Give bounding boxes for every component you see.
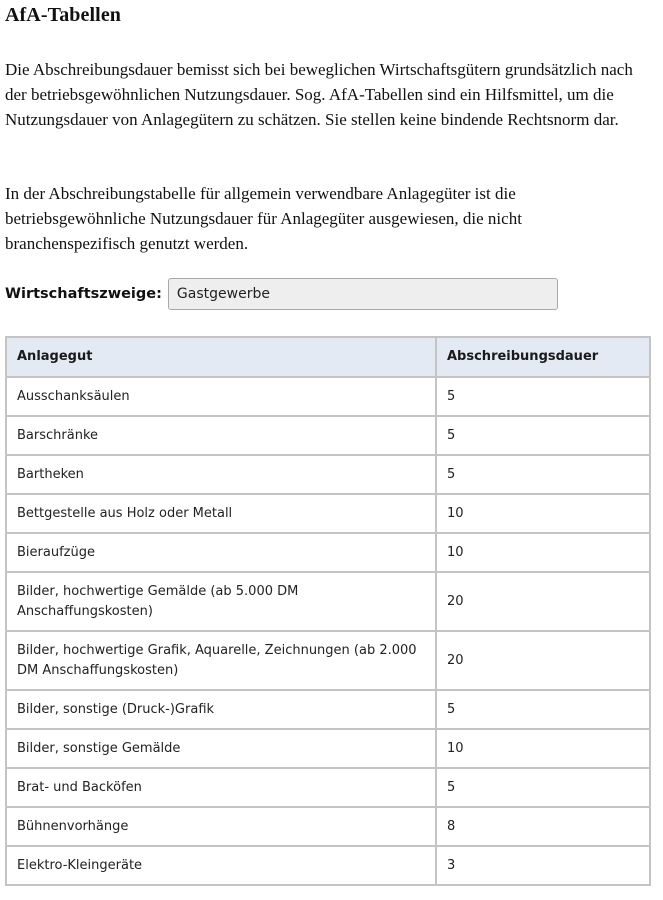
table-row [6,572,650,631]
afa-table [5,336,651,886]
cell-anlagegut: Barschränke [6,416,436,455]
cell-abschreibungsdauer: 5 [436,455,650,494]
cell-abschreibungsdauer: 10 [436,729,650,768]
table-row [6,494,650,533]
cell-abschreibungsdauer: 5 [436,768,650,807]
industry-filter-colon: : [156,286,162,302]
cell-abschreibungsdauer: 5 [436,690,650,729]
cell-anlagegut: Brat- und Backöfen [6,768,436,807]
table-row [6,768,650,807]
cell-abschreibungsdauer: 20 [436,572,650,631]
cell-abschreibungsdauer: 5 [436,377,650,416]
table-row [6,377,650,416]
table-row [6,533,650,572]
table-row [6,631,650,690]
cell-anlagegut: Bilder, hochwertige Gemälde (ab 5.000 DM Anschaffungskosten) [6,572,436,631]
header-abschreibungsdauer[interactable]: Abschreibungsdauer [436,337,650,377]
intro-paragraph: Die Abschreibungsdauer bemisst sich bei beweglichen Wirtschaftsgütern grundsätzlich nach der betriebsgewöhnlichen Nutzungsdauer. Sog. AfA-Tabellen sind ein Hilfsmittel, um die Nutzungsdauer von Anlagegütern zu schätzen. Sie stellen keine bindende Rechtsnorm dar. [5,60,633,129]
cell-anlagegut: Bettgestelle aus Holz oder Metall [6,494,436,533]
cell-abschreibungsdauer: 5 [436,416,650,455]
cell-abschreibungsdauer: 10 [436,494,650,533]
table-row [6,416,650,455]
table-row [6,690,650,729]
cell-abschreibungsdauer: 3 [436,846,650,885]
cell-anlagegut: Ausschanksäulen [6,377,436,416]
info-paragraph: In der Abschreibungstabelle für allgemein verwendbare Anlagegüter ist die betriebsgewöhnliche Nutzungsdauer für Anlagegüter ausgewiesen, die nicht branchenspezifisch genutzt werden. [5,184,522,253]
cell-anlagegut: Bilder, hochwertige Grafik, Aquarelle, Zeichnungen (ab 2.000 DM Anschaffungskosten) [6,631,436,690]
cell-anlagegut: Bilder, sonstige Gemälde [6,729,436,768]
cell-anlagegut: Bühnenvorhänge [6,807,436,846]
cell-anlagegut: Bartheken [6,455,436,494]
table-row [6,807,650,846]
industry-filter-label: Wirtschaftszweige [5,286,157,302]
table-header-row [6,337,650,377]
cell-abschreibungsdauer: 10 [436,533,650,572]
page-title: AfA-Tabellen [5,4,122,26]
cell-anlagegut: Bieraufzüge [6,533,436,572]
table-row [6,846,650,885]
table-row [6,729,650,768]
industry-select[interactable] [168,278,558,310]
header-anlagegut[interactable]: Anlagegut [6,337,436,377]
cell-abschreibungsdauer: 20 [436,631,650,690]
cell-abschreibungsdauer: 8 [436,807,650,846]
cell-anlagegut: Bilder, sonstige (Druck-)Grafik [6,690,436,729]
table-row [6,455,650,494]
industry-filter [5,277,558,311]
cell-anlagegut: Elektro-Kleingeräte [6,846,436,885]
